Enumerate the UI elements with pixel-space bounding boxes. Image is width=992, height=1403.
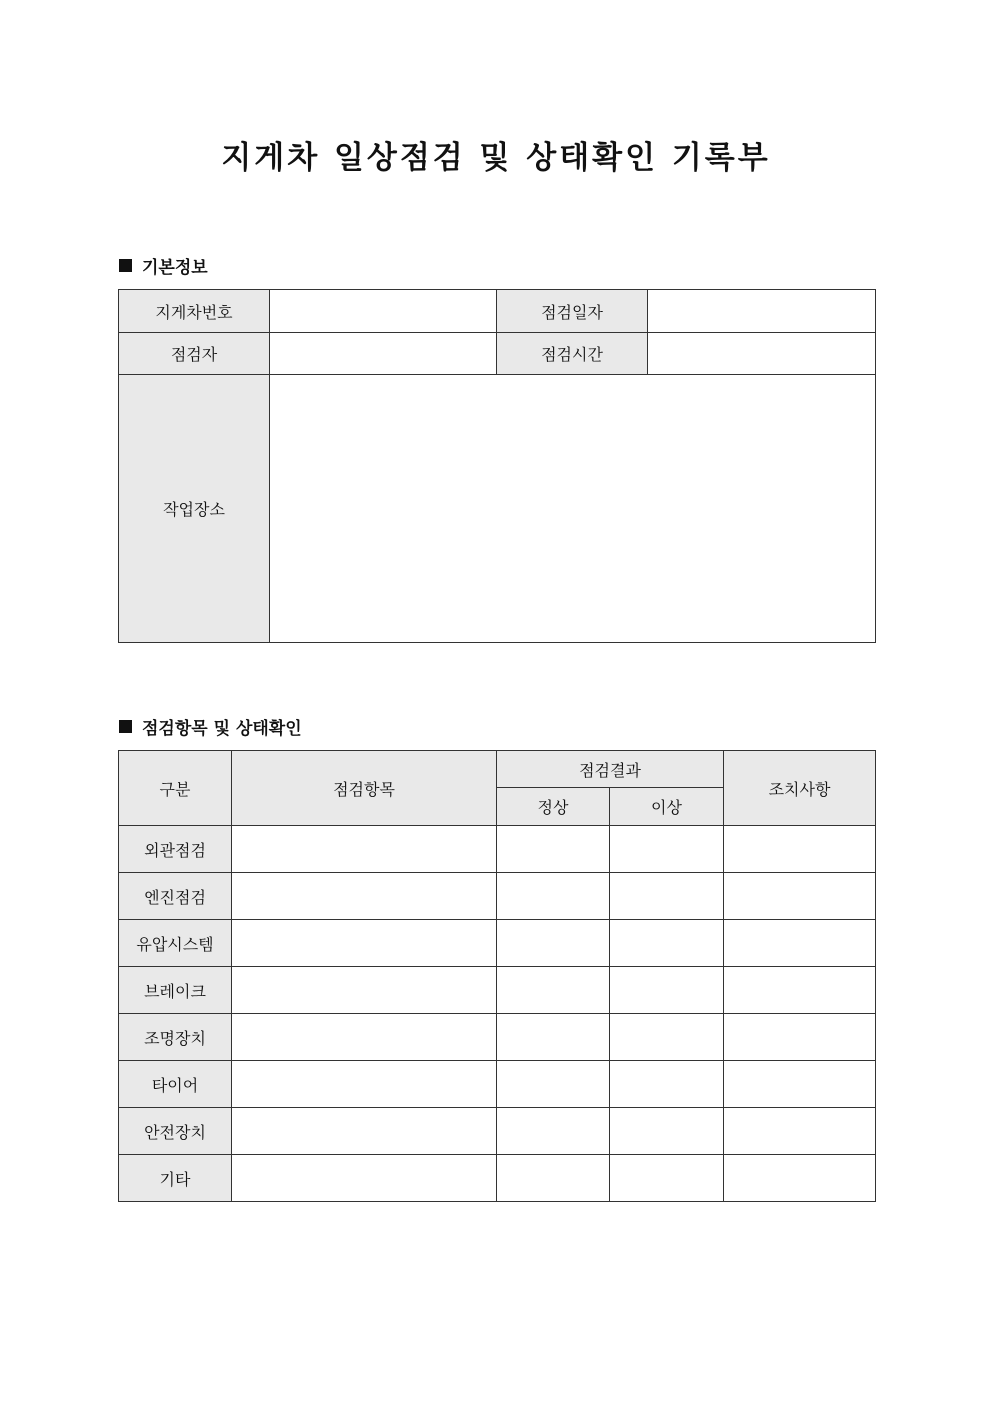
table-row [119,873,876,920]
row-normal-check[interactable] [497,1014,610,1061]
action-header: 조치사항 [724,751,876,826]
row-item-field[interactable] [232,1014,497,1061]
table-row [119,1155,876,1202]
category-header: 구분 [119,751,232,826]
table-row [119,1014,876,1061]
row-normal-check[interactable] [497,967,610,1014]
row-abnormal-check[interactable] [610,1155,724,1202]
square-bullet-icon [119,720,132,733]
row-category-label: 조명장치 [119,1014,232,1061]
normal-header: 정상 [497,788,610,826]
abnormal-header: 이상 [610,788,724,826]
basic-info-row-2 [119,333,876,375]
row-action-field[interactable] [724,873,876,920]
table-row [119,1108,876,1155]
basic-info-row-3 [119,375,876,643]
item-header: 점검항목 [232,751,497,826]
row-normal-check[interactable] [497,920,610,967]
inspection-date-label: 점검일자 [497,290,648,333]
inspection-date-field[interactable] [648,290,876,333]
inspection-items-heading-text: 점검항목 및 상태확인 [142,719,302,739]
row-item-field[interactable] [232,1155,497,1202]
inspection-body [119,826,876,1202]
row-category-label: 기타 [119,1155,232,1202]
inspection-time-label: 점검시간 [497,333,648,375]
basic-info-heading-text: 기본정보 [142,258,208,278]
row-action-field[interactable] [724,967,876,1014]
table-row [119,826,876,873]
table-row [119,1061,876,1108]
basic-info-table [118,289,876,643]
row-category-label: 브레이크 [119,967,232,1014]
row-normal-check[interactable] [497,826,610,873]
row-item-field[interactable] [232,1108,497,1155]
document-title: 지게차 일상점검 및 상태확인 기록부 [221,140,771,176]
basic-info-heading [119,253,208,278]
row-category-label: 엔진점검 [119,873,232,920]
row-category-label: 타이어 [119,1061,232,1108]
row-item-field[interactable] [232,873,497,920]
row-category-label: 유압시스템 [119,920,232,967]
row-normal-check[interactable] [497,1108,610,1155]
row-normal-check[interactable] [497,1155,610,1202]
inspection-items-heading [119,714,302,739]
basic-info-row-1 [119,290,876,333]
row-abnormal-check[interactable] [610,1108,724,1155]
inspection-header-row-1 [119,751,876,788]
row-abnormal-check[interactable] [610,1061,724,1108]
row-abnormal-check[interactable] [610,1014,724,1061]
forklift-number-field[interactable] [270,290,497,333]
row-item-field[interactable] [232,920,497,967]
square-bullet-icon [119,259,132,272]
row-normal-check[interactable] [497,873,610,920]
row-abnormal-check[interactable] [610,967,724,1014]
result-header: 점검결과 [497,751,724,788]
row-action-field[interactable] [724,1014,876,1061]
row-action-field[interactable] [724,920,876,967]
row-category-label: 안전장치 [119,1108,232,1155]
inspection-time-field[interactable] [648,333,876,375]
forklift-number-label: 지게차번호 [119,290,270,333]
row-item-field[interactable] [232,967,497,1014]
work-place-field[interactable] [270,375,876,643]
row-action-field[interactable] [724,826,876,873]
row-normal-check[interactable] [497,1061,610,1108]
inspector-field[interactable] [270,333,497,375]
table-row [119,967,876,1014]
row-action-field[interactable] [724,1061,876,1108]
row-abnormal-check[interactable] [610,920,724,967]
work-place-label: 작업장소 [119,375,270,643]
inspection-table [118,750,876,1202]
row-item-field[interactable] [232,1061,497,1108]
row-category-label: 외관점검 [119,826,232,873]
row-action-field[interactable] [724,1155,876,1202]
row-action-field[interactable] [724,1108,876,1155]
row-abnormal-check[interactable] [610,826,724,873]
row-abnormal-check[interactable] [610,873,724,920]
row-item-field[interactable] [232,826,497,873]
table-row [119,920,876,967]
inspector-label: 점검자 [119,333,270,375]
